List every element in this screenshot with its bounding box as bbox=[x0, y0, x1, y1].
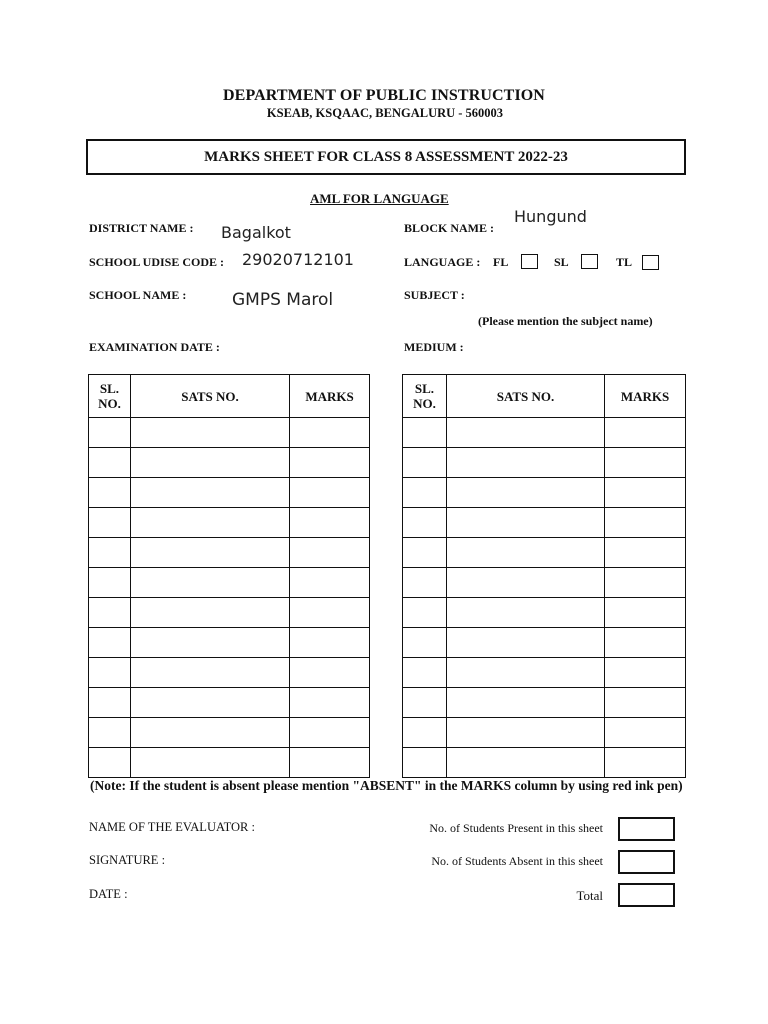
sl-no-cell[interactable] bbox=[403, 718, 447, 748]
sats-no-header: SATS NO. bbox=[446, 375, 604, 418]
marks-cell[interactable] bbox=[605, 508, 686, 538]
evaluator-label: NAME OF THE EVALUATOR : bbox=[89, 820, 255, 834]
sats-no-header: SATS NO. bbox=[130, 375, 289, 418]
language-option-sl-label: SL bbox=[554, 255, 569, 269]
marks-header: MARKS bbox=[605, 375, 686, 418]
sl-no-cell[interactable] bbox=[403, 418, 447, 448]
table-row bbox=[89, 418, 370, 448]
district-label: DISTRICT NAME : bbox=[89, 221, 194, 235]
sl-no-cell[interactable] bbox=[403, 658, 447, 688]
marks-cell[interactable] bbox=[605, 448, 686, 478]
marks-cell[interactable] bbox=[605, 748, 686, 778]
sats-no-cell[interactable] bbox=[446, 568, 604, 598]
marks-cell[interactable] bbox=[290, 688, 370, 718]
sl-no-cell[interactable] bbox=[403, 688, 447, 718]
signature-label: SIGNATURE : bbox=[89, 853, 166, 867]
sats-no-cell[interactable] bbox=[130, 688, 289, 718]
present-count-box[interactable] bbox=[618, 817, 675, 841]
sl-no-cell[interactable] bbox=[89, 658, 131, 688]
table-row bbox=[403, 568, 686, 598]
absent-count-box[interactable] bbox=[618, 850, 675, 874]
sats-no-cell[interactable] bbox=[446, 478, 604, 508]
sl-no-cell[interactable] bbox=[89, 418, 131, 448]
marks-cell[interactable] bbox=[605, 598, 686, 628]
table-row bbox=[403, 688, 686, 718]
table-row bbox=[89, 508, 370, 538]
subject-label: SUBJECT : bbox=[404, 288, 465, 302]
udise-value[interactable]: 29020712101 bbox=[242, 250, 354, 269]
sl-no-cell[interactable] bbox=[403, 448, 447, 478]
sl-no-cell[interactable] bbox=[89, 688, 131, 718]
table-row bbox=[89, 448, 370, 478]
exam-date-label: EXAMINATION DATE : bbox=[89, 340, 220, 354]
present-count-label: No. of Students Present in this sheet bbox=[429, 821, 603, 835]
sats-no-cell[interactable] bbox=[446, 688, 604, 718]
sats-no-cell[interactable] bbox=[130, 418, 289, 448]
sl-no-cell[interactable] bbox=[89, 568, 131, 598]
school-name-label: SCHOOL NAME : bbox=[89, 288, 187, 302]
table-row bbox=[89, 598, 370, 628]
sats-no-cell[interactable] bbox=[446, 628, 604, 658]
sl-no-cell[interactable] bbox=[403, 628, 447, 658]
table-row bbox=[89, 718, 370, 748]
language-option-fl-label: FL bbox=[493, 255, 509, 269]
sats-no-cell[interactable] bbox=[130, 658, 289, 688]
marks-header: MARKS bbox=[290, 375, 370, 418]
sheet-title: MARKS SHEET FOR CLASS 8 ASSESSMENT 2022-23 bbox=[86, 139, 686, 175]
sl-no-cell[interactable] bbox=[403, 598, 447, 628]
table-row bbox=[403, 538, 686, 568]
table-row bbox=[403, 418, 686, 448]
table-row bbox=[403, 658, 686, 688]
sats-no-cell[interactable] bbox=[130, 508, 289, 538]
table-row bbox=[403, 748, 686, 778]
sl-no-cell[interactable] bbox=[403, 568, 447, 598]
sats-no-cell[interactable] bbox=[130, 718, 289, 748]
sl-no-cell[interactable] bbox=[403, 508, 447, 538]
table-row bbox=[403, 508, 686, 538]
marks-cell[interactable] bbox=[605, 568, 686, 598]
sl-no-cell[interactable] bbox=[89, 538, 131, 568]
marks-cell[interactable] bbox=[290, 748, 370, 778]
marks-cell[interactable] bbox=[290, 658, 370, 688]
language-option-tl-label: TL bbox=[616, 255, 633, 269]
block-value[interactable]: Hungund bbox=[514, 207, 587, 226]
marks-cell[interactable] bbox=[605, 418, 686, 448]
table-row bbox=[403, 478, 686, 508]
sats-no-cell[interactable] bbox=[446, 508, 604, 538]
sats-no-cell[interactable] bbox=[130, 598, 289, 628]
table-row bbox=[89, 628, 370, 658]
sats-no-cell[interactable] bbox=[446, 418, 604, 448]
language-tl-checkbox[interactable] bbox=[642, 255, 659, 270]
table-row bbox=[89, 538, 370, 568]
sats-no-cell[interactable] bbox=[446, 718, 604, 748]
language-label: LANGUAGE : bbox=[404, 255, 481, 269]
sats-no-cell[interactable] bbox=[130, 748, 289, 778]
sats-no-cell[interactable] bbox=[446, 538, 604, 568]
sl-no-cell[interactable] bbox=[89, 748, 131, 778]
school-name-value[interactable]: GMPS Marol bbox=[232, 290, 334, 310]
sats-no-cell[interactable] bbox=[130, 568, 289, 598]
sl-no-cell[interactable] bbox=[89, 448, 131, 478]
sats-no-cell[interactable] bbox=[446, 598, 604, 628]
sats-no-cell[interactable] bbox=[446, 748, 604, 778]
language-fl-checkbox[interactable] bbox=[521, 254, 538, 269]
marks-cell[interactable] bbox=[605, 478, 686, 508]
absent-count-label: No. of Students Absent in this sheet bbox=[431, 854, 603, 868]
sl-no-cell[interactable] bbox=[403, 748, 447, 778]
table-row bbox=[403, 598, 686, 628]
sl-no-header: SL. NO. bbox=[403, 375, 447, 418]
section-title: AML FOR LANGUAGE bbox=[310, 191, 449, 206]
block-label: BLOCK NAME : bbox=[404, 221, 494, 235]
table-row bbox=[403, 718, 686, 748]
marks-table-right bbox=[402, 374, 686, 778]
sats-no-cell[interactable] bbox=[446, 658, 604, 688]
sats-no-cell[interactable] bbox=[446, 448, 604, 478]
sl-no-cell[interactable] bbox=[89, 508, 131, 538]
sl-no-cell[interactable] bbox=[403, 538, 447, 568]
date-label: DATE : bbox=[89, 887, 128, 901]
marks-cell[interactable] bbox=[290, 598, 370, 628]
table-row bbox=[403, 628, 686, 658]
subject-hint: (Please mention the subject name) bbox=[478, 314, 653, 328]
udise-label: SCHOOL UDISE CODE : bbox=[89, 255, 225, 269]
department-title: DEPARTMENT OF PUBLIC INSTRUCTION bbox=[223, 87, 545, 104]
marks-cell[interactable] bbox=[605, 718, 686, 748]
sl-no-cell[interactable] bbox=[89, 478, 131, 508]
sl-no-cell[interactable] bbox=[89, 718, 131, 748]
table-row bbox=[89, 688, 370, 718]
medium-label: MEDIUM : bbox=[404, 340, 464, 354]
sl-no-cell[interactable] bbox=[89, 598, 131, 628]
marks-cell[interactable] bbox=[605, 538, 686, 568]
sl-no-header: SL. NO. bbox=[89, 375, 131, 418]
marks-table-left bbox=[88, 374, 370, 778]
table-row bbox=[89, 658, 370, 688]
office-address: KSEAB, KSQAAC, BENGALURU - 560003 bbox=[266, 106, 504, 120]
marks-cell[interactable] bbox=[290, 478, 370, 508]
sl-no-cell[interactable] bbox=[403, 478, 447, 508]
absent-note: (Note: If the student is absent please mention "ABSENT" in the MARKS column by using red ink pen) bbox=[90, 778, 683, 793]
table-row bbox=[89, 478, 370, 508]
sats-no-cell[interactable] bbox=[130, 538, 289, 568]
marks-cell[interactable] bbox=[290, 418, 370, 448]
total-label: Total bbox=[576, 888, 603, 903]
sats-no-cell[interactable] bbox=[130, 448, 289, 478]
table-header-row bbox=[89, 375, 370, 418]
table-row bbox=[89, 748, 370, 778]
table-header-row bbox=[403, 375, 686, 418]
sats-no-cell[interactable] bbox=[130, 478, 289, 508]
marks-cell[interactable] bbox=[290, 538, 370, 568]
language-sl-checkbox[interactable] bbox=[581, 254, 598, 269]
district-value[interactable]: Bagalkot bbox=[221, 223, 291, 242]
marks-cell[interactable] bbox=[290, 568, 370, 598]
marks-cell[interactable] bbox=[290, 448, 370, 478]
table-row bbox=[89, 568, 370, 598]
sl-no-cell[interactable] bbox=[89, 628, 131, 658]
sats-no-cell[interactable] bbox=[130, 628, 289, 658]
marks-cell[interactable] bbox=[605, 658, 686, 688]
marks-cell[interactable] bbox=[290, 628, 370, 658]
marks-cell[interactable] bbox=[290, 508, 370, 538]
total-count-box[interactable] bbox=[618, 883, 675, 907]
table-row bbox=[403, 448, 686, 478]
marks-cell[interactable] bbox=[605, 688, 686, 718]
marks-cell[interactable] bbox=[290, 718, 370, 748]
marks-cell[interactable] bbox=[605, 628, 686, 658]
